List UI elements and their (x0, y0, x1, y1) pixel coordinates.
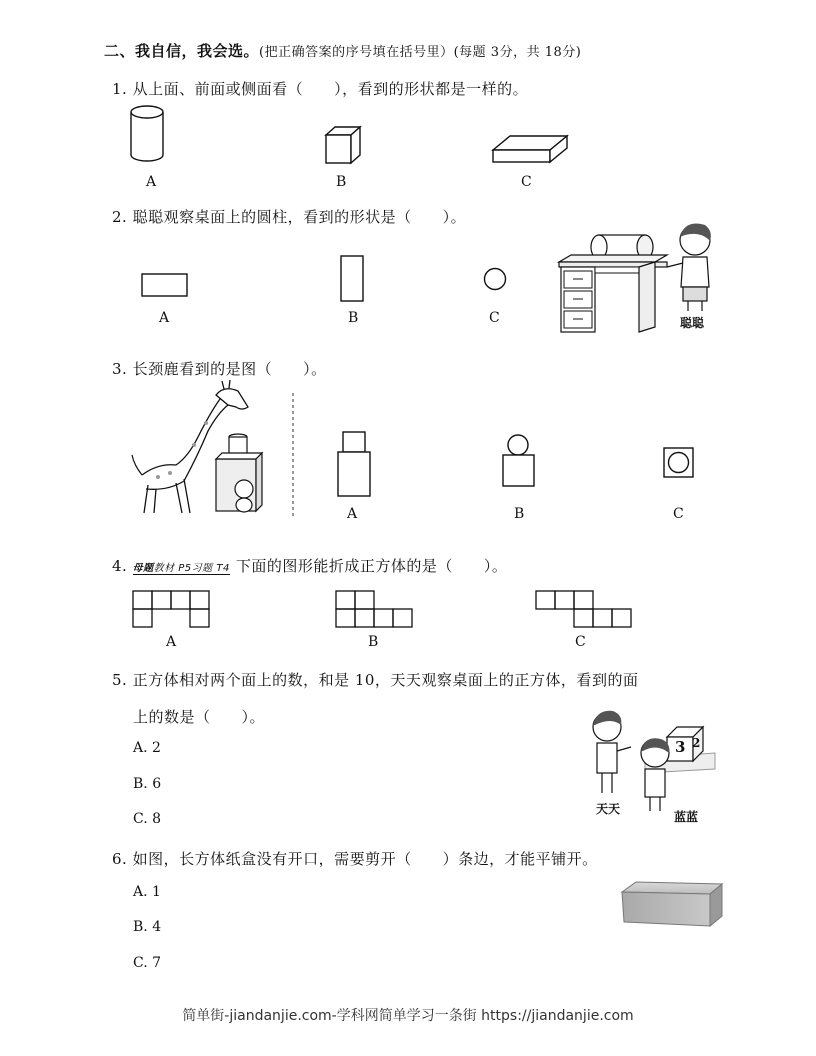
question-4-text: 下面的图形能折成正方体的是（ ）。 (235, 557, 508, 575)
q2-label-b: B (348, 310, 359, 326)
q3-option-a-figure (336, 430, 374, 502)
q4-source-tag: 母题 (132, 563, 154, 574)
q1-cube-figure (323, 125, 363, 167)
q3-label-b: B (514, 506, 525, 522)
question-5-line-1: 5. 正方体相对两个面上的数，和是 10，天天观察桌面上的正方体，看到的面 (112, 671, 639, 689)
q3-giraffe-scene-illustration (128, 385, 273, 520)
footer-watermark: 简单街-jiandanjie.com-学科网简单学习一条街 https://jiandanjie.com (182, 1008, 634, 1024)
q4-net-b-figure (335, 590, 417, 630)
q3-option-c-figure (662, 446, 696, 480)
q3-option-b-figure (500, 433, 540, 489)
question-5-line-2: 上的数是（ ）。 (133, 708, 266, 726)
q4-label-a: A (166, 634, 177, 650)
q3-label-a: A (347, 506, 358, 522)
question-1-text: 1. 从上面、前面或侧面看（ ），看到的形状都是一样的。 (112, 80, 529, 98)
section-title: 二、我自信，我会选。 (104, 42, 260, 60)
question-2-text: 2. 聪聪观察桌面上的圆柱，看到的形状是（ ）。 (112, 208, 467, 226)
q2-label-c: C (489, 310, 500, 326)
q5-option-b: B. 6 (133, 776, 162, 792)
q5-person-1-name: 天天 (596, 802, 621, 816)
q3-label-c: C (673, 506, 684, 522)
q6-option-b: B. 4 (133, 919, 162, 935)
q6-option-c: C. 7 (133, 955, 162, 971)
q3-divider-line (292, 393, 296, 518)
q4-label-b: B (368, 634, 379, 650)
q6-option-a: A. 1 (133, 884, 161, 900)
q5-cube-number-front: 3 (675, 738, 686, 756)
question-4-line: 4. 母题教材 P5习题 T4 下面的图形能折成正方体的是（ ）。 (112, 557, 508, 575)
q2-wide-rectangle (141, 273, 191, 299)
q2-tall-rectangle (340, 255, 366, 305)
q2-label-a: A (159, 310, 170, 326)
q5-person-2-name: 蓝蓝 (674, 810, 699, 824)
q1-label-a: A (146, 174, 157, 190)
question-6-text: 6. 如图，长方体纸盒没有开口，需要剪开（ ）条边，才能平铺开。 (112, 850, 598, 868)
section-note: (把正确答案的序号填在括号里）(每题 3分，共 18分) (259, 45, 582, 60)
q4-net-a-figure (132, 590, 214, 630)
q2-person-name: 聪聪 (680, 316, 705, 330)
q2-circle (483, 267, 509, 293)
section-header (104, 40, 581, 61)
question-3-text: 3. 长颈鹿看到的是图（ ）。 (112, 360, 327, 378)
q1-cuboid-figure (490, 133, 570, 167)
q4-label-c: C (575, 634, 586, 650)
q4-net-c-figure (535, 590, 635, 630)
q5-option-a: A. 2 (133, 740, 161, 756)
q5-cube-number-side: 2 (692, 736, 701, 750)
q1-cylinder-figure (128, 103, 168, 165)
q4-source-ref: 教材 P5习题 T4 (153, 563, 230, 574)
q5-option-c: C. 8 (133, 811, 162, 827)
q1-label-c: C (521, 174, 532, 190)
q1-label-b: B (336, 174, 347, 190)
q6-paper-box-figure (620, 880, 726, 930)
